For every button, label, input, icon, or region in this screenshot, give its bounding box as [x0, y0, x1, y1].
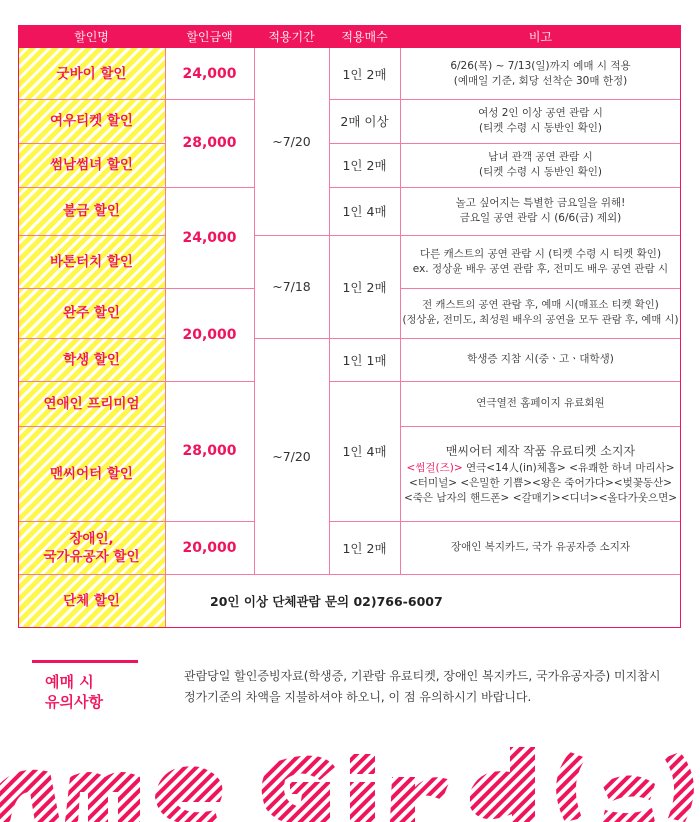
period-2: ~7/18	[272, 279, 311, 294]
count-disabled: 1인 2매	[342, 540, 387, 556]
note-line: (티켓 수령 시 동반인 확인)	[479, 122, 602, 134]
note-line: 놀고 싶어지는 특별한 금요일을 위해!	[455, 197, 626, 209]
note-line-rest: 연극<14人(in)체홉> <유쾌한 하녀 마리사>	[466, 461, 675, 474]
amount-complete-student: 20,000	[182, 326, 237, 343]
notice-title-line: 유의사항	[45, 693, 103, 711]
note-line: 학생증 지참 시(중ㆍ고ㆍ대학생)	[467, 353, 614, 365]
notice-text-line: 관람당일 할인증빙자료(학생증, 기관람 유료티켓, 장애인 복지카드, 국가유공자증) 미지참시	[184, 669, 661, 683]
note-line: (티켓 수령 시 동반인 확인)	[479, 166, 602, 178]
notice-title-line: 예매 시	[45, 673, 94, 691]
discount-name-premium: 연애인 프리미엄	[18, 381, 165, 426]
header-discount-name: 할인명	[18, 25, 165, 48]
period-3: ~7/20	[272, 448, 311, 464]
amount-disabled: 20,000	[182, 539, 237, 556]
discount-name-student: 학생 할인	[18, 338, 165, 381]
count-fox-ticket: 2매 이상	[340, 114, 389, 129]
notice-accent-bar	[32, 660, 138, 663]
discount-table	[18, 25, 681, 628]
count-friday: 1인 4매	[342, 204, 387, 219]
discount-name-some: 썸남썸녀 할인	[18, 143, 165, 187]
count-student: 1인 1매	[342, 352, 387, 368]
count-goodbye: 1인 2매	[342, 66, 387, 82]
note-title: 맨씨어터 제작 작품 유료티켓 소지자	[445, 443, 636, 458]
discount-name-disabled: 장애인, 국가유공자 할인	[18, 521, 165, 574]
discount-name-complete: 완주 할인	[18, 288, 165, 338]
note-line: 6/26(목) ~ 7/13(일)까지 예매 시 적용	[450, 59, 631, 72]
note-line: 남녀 관객 공연 관람 시	[488, 151, 593, 163]
count-premium-mantheater: 1인 4매	[342, 444, 387, 459]
group-discount-info: 20인 이상 단체관람 문의 02)766-6007	[210, 594, 443, 609]
discount-name-fox-ticket: 여우티켓 할인	[18, 99, 165, 143]
header-remarks: 비고	[400, 25, 681, 48]
note-line: 금요일 공연 관람 시 (6/6(금) 제외)	[459, 212, 622, 224]
notice-text-line: 정가기준의 차액을 지불하셔야 하오니, 이 점 유의하시기 바랍니다.	[184, 690, 532, 704]
discount-name-friday: 불금 할인	[18, 187, 165, 235]
notice-text	[184, 666, 684, 708]
note-line: <죽은 남자의 핸드폰> <갈매기><디너><올다가웃으면>	[403, 491, 678, 504]
note-line: 연극열전 홈페이지 유료회원	[476, 397, 605, 409]
header-discount-amount: 할인금액	[165, 25, 254, 48]
period-1: ~7/20	[272, 134, 311, 149]
discount-name-mantheater: 맨씨어터 할인	[18, 426, 165, 521]
amount-fox-some: 28,000	[182, 135, 237, 151]
note-line: (예매일 기준, 회당 선착순 30매 한정)	[453, 74, 628, 87]
discount-name-goodbye: 굿바이 할인	[18, 48, 165, 99]
count-baton-complete: 1인 2매	[342, 279, 387, 295]
note-line: (정상윤, 전미도, 최성원 배우의 공연을 모두 관람 후, 예매 시)	[402, 314, 679, 326]
note-line: 장애인 복지카드, 국가 유공자증 소지자	[451, 541, 630, 553]
notice-title	[45, 672, 145, 712]
note-line: 전 캐스트의 공연 관람 후, 예매 시(매표소 티켓 확인)	[422, 299, 659, 311]
amount-friday-baton: 24,000	[182, 229, 237, 246]
note-line: ex. 정상윤 배우 공연 관람 후, 전미도 배우 공연 관람 시	[412, 262, 669, 275]
header-ticket-count: 적용매수	[329, 25, 400, 48]
amount-goodbye: 24,000	[182, 65, 237, 82]
discount-name-baton-touch: 바톤터치 할인	[18, 235, 165, 288]
header-period: 적용기간	[254, 25, 329, 48]
note-line: 여성 2인 이상 공연 관람 시	[478, 107, 603, 119]
note-highlight: <썸걸(즈)>	[406, 461, 463, 474]
note-line: 다른 캐스트의 공연 관람 시 (티켓 수령 시 티켓 확인)	[419, 247, 662, 260]
amount-premium-mantheater: 28,000	[182, 443, 237, 459]
count-some: 1인 2매	[342, 158, 387, 173]
decorative-striped-lettering	[0, 722, 700, 822]
discount-name-group: 단체 할인	[18, 574, 165, 628]
note-line: <터미널> <은밀한 기쁨><왕은 죽어가다><벚꽃동산>	[409, 476, 672, 489]
